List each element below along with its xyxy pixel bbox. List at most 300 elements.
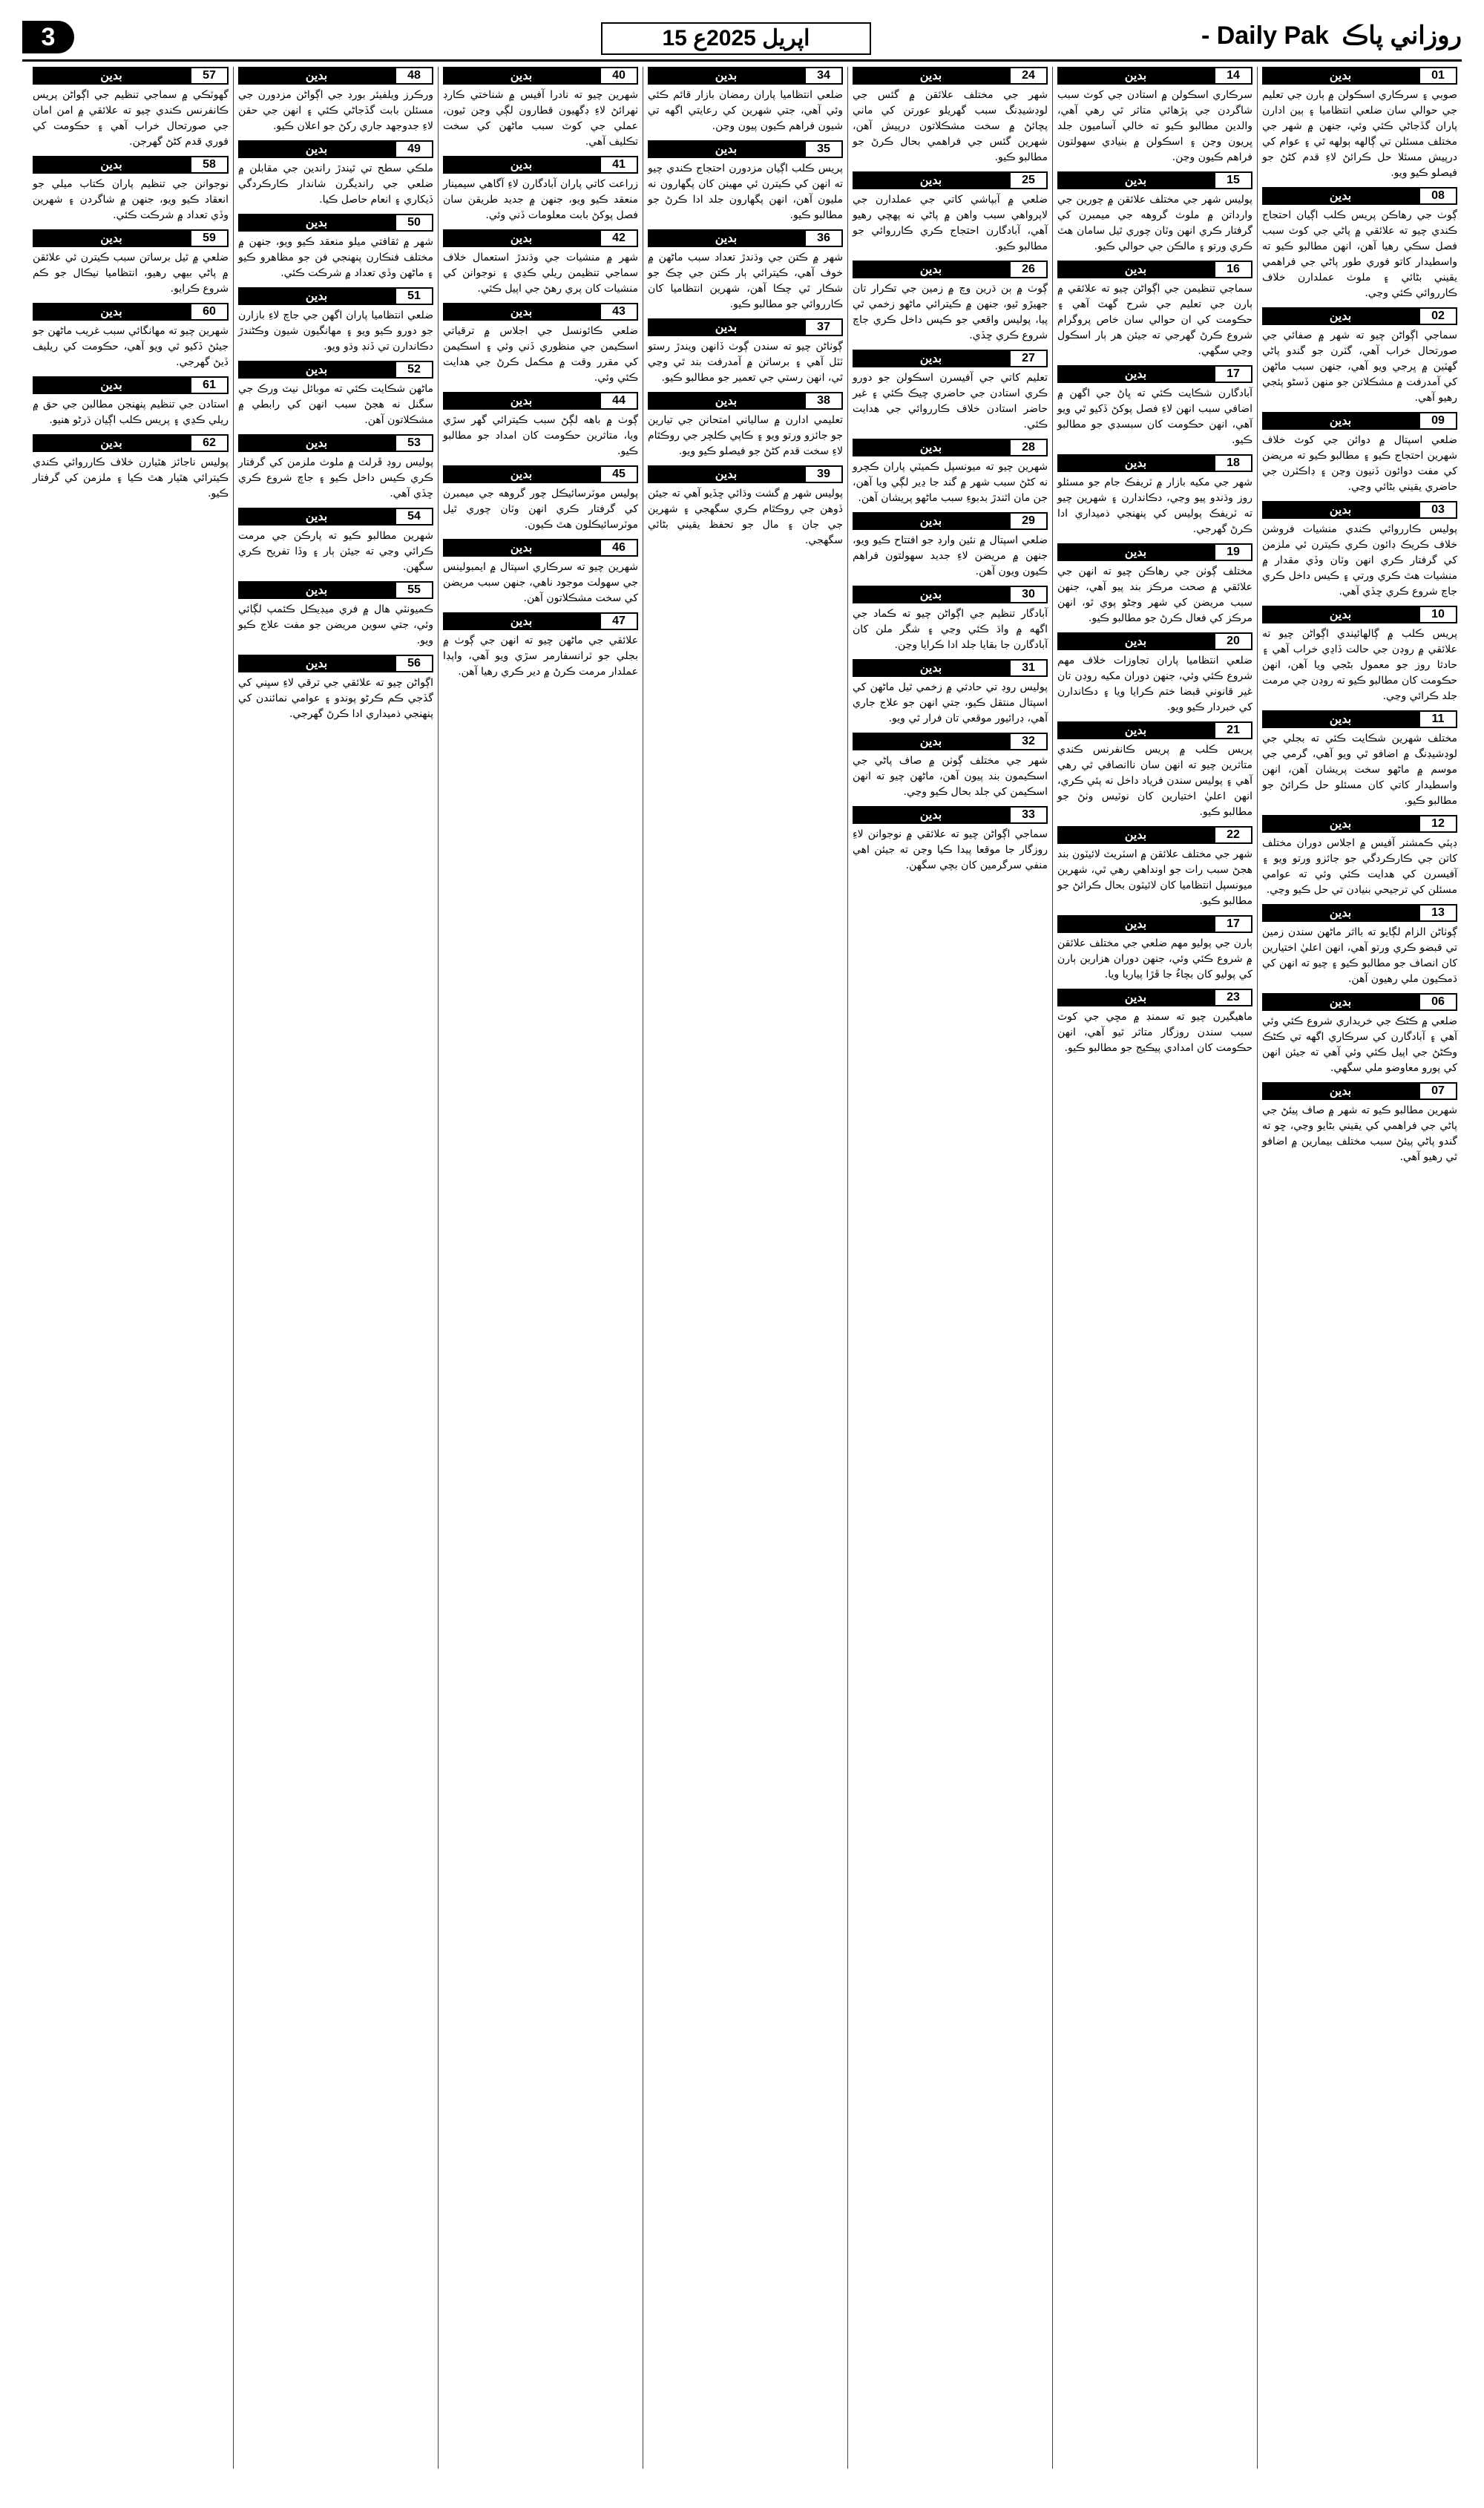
news-item	[33, 376, 229, 428]
news-item-number: 12	[1419, 815, 1457, 833]
news-item-number: 31	[1009, 659, 1048, 677]
news-item-location: بدين	[919, 353, 942, 365]
news-item-text: ٻارن جي پوليو مهم ضلعي جي مختلف علائقن ۾ شروع ڪئي وئي، جنهن دوران هزارين ٻارن کي پوليو کان بچاءُ جا ڦڙا پياريا ويا.	[1057, 937, 1252, 980]
news-item-number: 24	[1009, 67, 1048, 85]
news-item	[1262, 307, 1457, 406]
news-item-text: شهرين مطالبو ڪيو ته پارڪن جي مرمت ڪرائي وڃي ته جيئن ٻار ۽ وڏا تفريح ڪري سگهن.	[238, 530, 433, 573]
news-item-header	[1057, 67, 1252, 85]
news-item-text: شهرين چيو ته مهانگائي سبب غريب ماڻهن جو جيئڻ ڏکيو ٿي ويو آهي، حڪومت کي ريليف ڏيڻ گهرجي.	[33, 325, 229, 368]
news-item-number: 47	[600, 612, 638, 630]
news-item-text: پريس ڪلب ۾ ڳالهائيندي اڳواڻن چيو ته علائقي ۾ روڊن جي حالت ڏاڍي خراب آهي ۽ حادثا روز جو معمول بڻجي ويا آهن، انهن حڪومت کان مطالبو ڪيو ته روڊن جي مرمت جلد ڪرائي وڃي.	[1262, 628, 1457, 702]
news-item	[443, 156, 638, 223]
news-item-header	[1057, 454, 1252, 472]
news-item-location: بدين	[715, 70, 738, 82]
news-item-header	[853, 806, 1048, 824]
news-item	[238, 67, 433, 134]
news-item-text: ضلعي ۾ آبپاشي کاتي جي عملدارن جي لاپرواهي سبب واهن ۾ پاڻي نه پهچي رهيو آهي، آبادگارن احتجاج ڪري ڪارروائي جو مطالبو ڪيو.	[853, 194, 1048, 252]
news-item-header	[853, 659, 1048, 677]
news-item-location: بدين	[715, 468, 738, 481]
news-item-location: بدين	[1124, 829, 1147, 842]
news-item	[33, 229, 229, 297]
news-item	[33, 67, 229, 150]
news-item-location: بدين	[1124, 70, 1147, 82]
news-item	[1057, 989, 1252, 1056]
news-item-text: ماهيگيرن چيو ته سمنڊ ۾ مڇي جي کوٽ سبب سندن روزگار متاثر ٿيو آهي، انهن حڪومت کان امدادي پيڪيج جو مطالبو ڪيو.	[1057, 1011, 1252, 1054]
news-item-number: 53	[395, 434, 433, 452]
news-item-location: بدين	[1124, 546, 1147, 559]
news-item-header	[238, 581, 433, 599]
news-item-text: ضلعي ۾ ٿيل برساتن سبب ڪيترن ئي علائقن ۾ پاڻي بيهي رهيو، انتظاميا نيڪال جو ڪم شروع ڪرايو.	[33, 252, 229, 295]
news-item-number: 17	[1214, 365, 1252, 383]
news-item-text: مختلف ڳوٺن جي رهاڪن چيو ته انهن جي علائقي ۾ صحت مرڪز بند پيو آهي، جنهن سبب مريضن کي شهر وڃڻو پوي ٿو، انهن مرڪز کي فعال ڪرڻ جو مطالبو ڪيو.	[1057, 566, 1252, 624]
news-item-text: ضلعي ڪائونسل جي اجلاس ۾ ترقياتي اسڪيمن جي منظوري ڏني وئي ۽ اسڪيمن کي مقرر وقت ۾ مڪمل ڪرڻ جي هدايت ڪئي وئي.	[443, 325, 638, 384]
news-item-header	[238, 140, 433, 158]
news-item	[238, 581, 433, 649]
news-item-header	[238, 434, 433, 452]
brand-name-sindhi: روزاني پاڪ	[1342, 22, 1462, 50]
news-item-header	[1057, 261, 1252, 278]
news-item-header	[443, 465, 638, 483]
news-item-location: بدين	[1124, 174, 1147, 187]
news-item-number: 25	[1009, 171, 1048, 189]
news-item-number: 22	[1214, 826, 1252, 844]
news-item-number: 34	[804, 67, 843, 85]
masthead	[22, 19, 1462, 62]
news-item-location: بدين	[715, 143, 738, 156]
news-item	[1057, 67, 1252, 166]
news-item	[33, 303, 229, 370]
news-item	[853, 659, 1048, 727]
news-item-number: 44	[600, 392, 638, 410]
news-item-location: بدين	[100, 159, 122, 171]
news-item-text: شهر ۾ ڪتن جي وڌندڙ تعداد سبب ماڻهن ۾ خوف آهي، ڪيترائي ٻار ڪتن جي چڪ جو شڪار ٿي چڪا آهن، شهرين انتظاميا کان ڪارروائي جو مطالبو ڪيو.	[648, 252, 843, 310]
news-item	[1057, 826, 1252, 909]
news-item-header	[33, 303, 229, 321]
news-item-number: 46	[600, 539, 638, 557]
news-item-number: 50	[395, 214, 433, 232]
news-item-location: بدين	[1124, 918, 1147, 931]
news-item-header	[238, 67, 433, 85]
news-item-number: 08	[1419, 187, 1457, 205]
news-item	[853, 512, 1048, 580]
news-item-location: بدين	[510, 542, 533, 554]
news-item	[853, 586, 1048, 653]
news-item-text: شهرين چيو ته نادرا آفيس ۾ شناختي ڪارڊ ٺهرائڻ لاءِ ڊگهيون قطارون لڳي وڃن ٿيون، عملي جي کوٽ سبب ماڻهن کي سخت تڪليف آهي.	[443, 89, 638, 148]
news-item-location: بدين	[510, 159, 533, 171]
news-item-location: بدين	[1124, 992, 1147, 1004]
news-column	[28, 67, 233, 2469]
news-item-header	[1057, 632, 1252, 650]
news-item-text: پوليس ناجائز هٿيارن خلاف ڪارروائي ڪندي ڪيترائي هٿيار هٿ ڪيا ۽ ملزمن کي گرفتار ڪيو.	[33, 456, 229, 500]
news-item-location: بدين	[715, 232, 738, 245]
news-item	[33, 156, 229, 223]
news-item-location: بدين	[919, 174, 942, 187]
news-item-location: بدين	[100, 379, 122, 392]
news-item-text: شهر جي مختلف ڳوٺن ۾ صاف پاڻي جي اسڪيمون بند پيون آهن، ماڻهن چيو ته انهن اسڪيمن کي جلد بحال ڪيو وڃي.	[853, 755, 1048, 798]
news-item-text: تعليمي ادارن ۾ سالياني امتحانن جي تيارين جو جائزو ورتو ويو ۽ ڪاپي ڪلچر جي روڪٿام لاءِ سخت قدم کڻڻ جو فيصلو ڪيو ويو.	[648, 414, 843, 457]
news-item-number: 17	[1214, 915, 1252, 933]
news-item	[1262, 904, 1457, 987]
news-item-number: 39	[804, 465, 843, 483]
news-item-number: 02	[1419, 307, 1457, 325]
news-item-text: ڊپٽي ڪمشنر آفيس ۾ اجلاس دوران مختلف کاتن جي ڪارڪردگي جو جائزو ورتو ويو ۽ آفيسرن کي هدايت ڪئي وئي ته عوامي مسئلن کي ترجيحي بنيادن تي حل ڪيو وڃي.	[1262, 837, 1457, 896]
news-item-text: سماجي اڳواڻن چيو ته شهر ۾ صفائي جي صورتحال خراب آهي، گٽرن جو گندو پاڻي گهٽين ۾ ڀرجي ويو آهي، جنهن سبب ماڻهن کي آمدرفت ۾ مشڪلاتن جو منهن ڏسڻو پئجي رهيو آهي.	[1262, 330, 1457, 404]
news-item-location: بدين	[100, 232, 122, 245]
news-item	[443, 539, 638, 606]
news-item-header	[443, 392, 638, 410]
news-item	[1057, 454, 1252, 537]
news-item-number: 15	[1214, 171, 1252, 189]
news-item-location: بدين	[1329, 907, 1352, 920]
news-item-header	[1262, 67, 1457, 85]
news-item-text: ڳوٺ ۾ ٻن ڌرين وچ ۾ زمين جي تڪرار تان جهيڙو ٿيو، جنهن ۾ ڪيترائي ماڻهو زخمي ٿي پيا، پوليس واقعي جو ڪيس داخل ڪري جاچ شروع ڪري ڇڏي.	[853, 283, 1048, 341]
news-item-location: بدين	[919, 809, 942, 822]
news-item-number: 03	[1419, 501, 1457, 519]
news-item-location: بدين	[305, 437, 328, 450]
news-item-header	[443, 612, 638, 630]
news-item-location: بدين	[1329, 310, 1352, 323]
news-item	[1262, 815, 1457, 898]
news-item-location: بدين	[305, 511, 328, 523]
news-item-header	[1057, 915, 1252, 933]
news-item-text: ضلعي اسپتال ۾ نئين وارڊ جو افتتاح ڪيو ويو، جنهن ۾ مريضن لاءِ جديد سهولتون فراهم ڪيون ويون آهن.	[853, 534, 1048, 577]
news-item	[1262, 412, 1457, 495]
news-item-header	[238, 655, 433, 672]
news-item-header	[33, 156, 229, 174]
news-item-header	[1262, 501, 1457, 519]
news-item	[1057, 915, 1252, 983]
news-item-header	[443, 539, 638, 557]
news-item-number: 58	[190, 156, 229, 174]
news-item-header	[648, 229, 843, 247]
news-item	[648, 229, 843, 312]
news-item-number: 60	[190, 303, 229, 321]
news-item-location: بدين	[919, 662, 942, 675]
news-item-header	[853, 261, 1048, 278]
news-item-text: سماجي اڳواڻن چيو ته علائقي ۾ نوجوانن لاءِ روزگار جا موقعا پيدا ڪيا وڃن ته جيئن اهي منفي سرگرمين کان بچي سگهن.	[853, 828, 1048, 871]
news-item	[648, 140, 843, 223]
news-item-location: بدين	[1124, 457, 1147, 470]
news-item	[1262, 187, 1457, 301]
news-item-location: بدين	[715, 321, 738, 334]
news-item-text: شهر ۾ منشيات جي وڌندڙ استعمال خلاف سماجي تنظيمن ريلي ڪڍي ۽ نوجوانن کي منشيات کان پري رهڻ جي اپيل ڪئي.	[443, 252, 638, 295]
news-item-header	[853, 439, 1048, 456]
news-item-header	[33, 67, 229, 85]
news-item-number: 14	[1214, 67, 1252, 85]
news-item	[238, 361, 433, 428]
news-item-location: بدين	[510, 468, 533, 481]
news-item-text: شهر جي مختلف علائقن ۾ گئس جي لوڊشيڊنگ سبب گهريلو عورتن کي ماني پچائڻ ۾ سخت مشڪلاتون درپيش آهن، شهرين گئس جي فراهمي بحال ڪرڻ جو مطالبو ڪيو.	[853, 89, 1048, 163]
news-item-header	[648, 465, 843, 483]
news-item-number: 33	[1009, 806, 1048, 824]
news-item-text: ضلعي اسپتال ۾ دوائن جي کوٽ خلاف شهرين احتجاج ڪيو ۽ مطالبو ڪيو ته مريضن کي مفت دوائون ڏنيون وڃن ۽ ڊاڪٽرن جي حاضري يقيني بڻائي وڃي.	[1262, 434, 1457, 493]
news-item-location: بدين	[1329, 70, 1352, 82]
news-item	[853, 439, 1048, 506]
news-item-text: سماجي تنظيمن جي اڳواڻن چيو ته علائقي ۾ ٻارن جي تعليم جي شرح گهٽ آهي ۽ حڪومت کي ان حوالي سان خاص پروگرام شروع ڪرڻ گهرجي ته جيئن هر ٻار اسڪول وڃي سگهي.	[1057, 283, 1252, 357]
news-item-header	[853, 512, 1048, 530]
news-item-header	[1057, 826, 1252, 844]
news-item-location: بدين	[1124, 635, 1147, 648]
news-item-number: 38	[804, 392, 843, 410]
news-item-header	[853, 586, 1048, 603]
news-item-location: بدين	[510, 395, 533, 407]
news-item-number: 27	[1009, 350, 1048, 367]
news-item-location: بدين	[1329, 818, 1352, 831]
news-item	[238, 287, 433, 355]
news-item-header	[853, 350, 1048, 367]
news-item-location: بدين	[715, 395, 738, 407]
news-item-text: پوليس شهر ۾ گشت وڌائي ڇڏيو آهي ته جيئن ڏوهن جي روڪٿام ڪري سگهجي ۽ شهرين جي جان ۽ مال جو تحفظ يقيني بڻائي سگهجي.	[648, 488, 843, 546]
news-item	[1262, 501, 1457, 600]
news-columns	[22, 67, 1462, 2469]
news-item	[853, 261, 1048, 344]
news-item-location: بدين	[919, 589, 942, 601]
news-item	[238, 508, 433, 575]
news-item-location: بدين	[1329, 713, 1352, 726]
news-item-number: 57	[190, 67, 229, 85]
news-item-header	[1262, 710, 1457, 728]
news-item	[1057, 543, 1252, 626]
news-column	[233, 67, 438, 2469]
news-item	[853, 350, 1048, 433]
news-item	[443, 612, 638, 680]
news-item-location: بدين	[510, 232, 533, 245]
news-item-number: 01	[1419, 67, 1457, 85]
news-item-location: بدين	[100, 437, 122, 450]
news-item-text: شهر جي مختلف علائقن ۾ اسٽريٽ لائيٽون بند هجڻ سبب رات جو اونداهي رهي ٿي، شهرين ميونسپل انتظاميا کان لائيٽون بحال ڪرائڻ جو مطالبو ڪيو.	[1057, 848, 1252, 907]
news-item	[648, 465, 843, 549]
news-column	[438, 67, 643, 2469]
news-column	[643, 67, 847, 2469]
news-item	[33, 434, 229, 502]
news-item-number: 40	[600, 67, 638, 85]
news-item-header	[853, 733, 1048, 750]
news-item-location: بدين	[1124, 724, 1147, 737]
news-item-text: پوليس روڊ ڦرلٽ ۾ ملوث ملزمن کي گرفتار ڪري ڪيس داخل ڪيو ۽ جاچ شروع ڪري ڇڏي آهي.	[238, 456, 433, 500]
news-item-text: استادن جي تنظيم پنهنجن مطالبن جي حق ۾ ريلي ڪڍي ۽ پريس ڪلب اڳيان ڌرڻو هنيو.	[33, 399, 229, 426]
news-item-text: ڳوٺاڻن چيو ته سندن ڳوٺ ڏانهن ويندڙ رستو ٽٽل آهي ۽ برساتن ۾ آمدرفت بند ٿي وڃي ٿي، انهن رستي جي تعمير جو مطالبو ڪيو.	[648, 341, 843, 384]
news-item-number: 19	[1214, 543, 1252, 561]
news-item	[443, 465, 638, 533]
news-item-text: شهرين چيو ته ميونسپل ڪميٽي پاران ڪچرو نه کڻڻ سبب شهر ۾ گند جا ڍير لڳي ويا آهن، جن مان اٿندڙ بدبوءِ سبب ماڻهو پريشان آهن.	[853, 461, 1048, 504]
news-item-text: پريس ڪلب اڳيان مزدورن احتجاج ڪندي چيو ته انهن کي ڪيترن ئي مهينن کان پگهارون نه مليون آهن، انهن پگهارون جلد ادا ڪرڻ جو مطالبو ڪيو.	[648, 163, 843, 221]
news-item-location: بدين	[919, 70, 942, 82]
news-item-location: بدين	[1124, 263, 1147, 276]
news-item	[443, 229, 638, 297]
news-item-number: 54	[395, 508, 433, 525]
news-item-number: 28	[1009, 439, 1048, 456]
news-item-location: بدين	[305, 143, 328, 156]
news-item-number: 42	[600, 229, 638, 247]
news-item-header	[1262, 606, 1457, 623]
news-item-location: بدين	[305, 290, 328, 303]
news-item	[853, 67, 1048, 166]
news-item-number: 30	[1009, 586, 1048, 603]
news-item-text: صوبي ۽ سرڪاري اسڪولن ۾ ٻارن جي تعليم جي حوالي سان ضلعي انتظاميا ۽ ٻين ادارن پاران گڏجاڻي ڪئي وئي، جنهن ۾ شهر جي مختلف مسئلن تي ڳالهه ٻولهه ٿي ۽ عوام کي درپيش مسئلا حل ڪرائڻ لاءِ قدم کڻڻ جو فيصلو ڪيو ويو.	[1262, 89, 1457, 179]
news-item-text: تعليم کاتي جي آفيسرن اسڪولن جو دورو ڪري استادن جي حاضري چيڪ ڪئي ۽ غير حاضر استادن خلاف ڪارروائي جي هدايت ڪئي.	[853, 372, 1048, 430]
news-item-text: ڳوٺ جي رهاڪن پريس ڪلب اڳيان احتجاج ڪندي چيو ته علائقي ۾ پاڻي جي کوٽ سبب فصل سڪي رهيا آهن، انهن مطالبو ڪيو ته واسطيدار کاتو فوري طور پاڻي جي فراهمي يقيني بڻائي ۽ ملوث عملدارن خلاف ڪارروائي ڪئي وڃي.	[1262, 209, 1457, 299]
news-item	[648, 318, 843, 386]
news-item-number: 43	[600, 303, 638, 321]
news-item	[648, 392, 843, 459]
news-item	[1057, 721, 1252, 820]
news-item-header	[853, 171, 1048, 189]
news-item-location: بدين	[1124, 368, 1147, 381]
news-item-number: 06	[1419, 993, 1457, 1011]
news-item-number: 09	[1419, 412, 1457, 430]
news-item	[1057, 365, 1252, 448]
news-item	[1262, 993, 1457, 1076]
news-item-number: 13	[1419, 904, 1457, 922]
news-item	[1057, 171, 1252, 255]
news-item-location: بدين	[510, 615, 533, 628]
news-item	[853, 806, 1048, 874]
news-item-location: بدين	[305, 70, 328, 82]
news-item-header	[1262, 904, 1457, 922]
news-item-number: 20	[1214, 632, 1252, 650]
news-item-location: بدين	[305, 364, 328, 376]
news-item-text: شهرين مطالبو ڪيو ته شهر ۾ صاف پيئڻ جي پاڻي جي فراهمي کي يقيني بڻايو وڃي، ڇو ته گندو پاڻي پيئڻ سبب مختلف بيمارين ۾ اضافو ٿي رهيو آهي.	[1262, 1104, 1457, 1163]
news-item-header	[33, 434, 229, 452]
news-item-text: سرڪاري اسڪولن ۾ استادن جي کوٽ سبب شاگردن جي پڙهائي متاثر ٿي رهي آهي، والدين مطالبو ڪيو ته خالي آساميون جلد ڀريون وڃن ۽ اسڪولن ۾ بنيادي سهولتون فراهم ڪيون وڃن.	[1057, 89, 1252, 163]
news-item-header	[1057, 543, 1252, 561]
news-item-text: پوليس موٽرسائيڪل چور گروهه جي ميمبرن کي گرفتار ڪري انهن وٽان چوري ٿيل موٽرسائيڪلون هٿ ڪيون.	[443, 488, 638, 531]
news-item-number: 52	[395, 361, 433, 379]
news-item-number: 35	[804, 140, 843, 158]
news-item	[1057, 261, 1252, 359]
news-column	[1052, 67, 1257, 2469]
news-item-number: 32	[1009, 733, 1048, 750]
news-item-number: 45	[600, 465, 638, 483]
news-item-location: بدين	[919, 263, 942, 276]
news-item-number: 37	[804, 318, 843, 336]
news-item-number: 16	[1214, 261, 1252, 278]
news-item-header	[648, 392, 843, 410]
news-item	[648, 67, 843, 134]
news-item-number: 51	[395, 287, 433, 305]
news-item-number: 21	[1214, 721, 1252, 739]
news-item	[238, 140, 433, 208]
news-item-number: 36	[804, 229, 843, 247]
news-item-text: پوليس ڪارروائي ڪندي منشيات فروشن خلاف ڪريڪ ڊائون ڪري ڪيترن ئي ملزمن کي گرفتار ڪري انهن وٽان وڏي مقدار ۾ منشيات هٿ ڪري ورتي ۽ ڪيس داخل ڪري جاچ شروع ڪري ڇڏي آهي.	[1262, 523, 1457, 597]
issue-date: 15 اپریل 2025ع	[601, 22, 871, 55]
news-item-header	[1262, 993, 1457, 1011]
news-item-header	[33, 376, 229, 394]
news-item-header	[648, 67, 843, 85]
news-item-number: 61	[190, 376, 229, 394]
news-item	[853, 733, 1048, 800]
page-number: 3	[22, 21, 74, 53]
news-item-text: ڳوٺاڻن الزام لڳايو ته بااثر ماڻهن سندن زمين تي قبضو ڪري ورتو آهي، انهن اعليٰ اختيارين کان انصاف جو مطالبو ڪيو ۽ چيو ته انهن کي ڌمڪيون ملي رهيون آهن.	[1262, 926, 1457, 985]
news-item	[443, 67, 638, 150]
news-item-text: پريس ڪلب ۾ پريس ڪانفرنس ڪندي متاثرين چيو ته انهن سان ناانصافي ٿي رهي آهي ۽ پوليس سندن فرياد داخل نه پئي ڪري، انهن اعليٰ اختيارين کان نوٽيس وٺڻ جو مطالبو ڪيو.	[1057, 744, 1252, 818]
news-item-location: بدين	[1329, 1085, 1352, 1098]
news-item-text: گهوٽڪي ۾ سماجي تنظيم جي اڳواڻن پريس ڪانفرنس ڪندي چيو ته علائقي ۾ امن امان جي صورتحال خراب آهي ۽ حڪومت کي فوري قدم کڻڻ گهرجن.	[33, 89, 229, 148]
news-item-header	[443, 229, 638, 247]
news-item-header	[1262, 187, 1457, 205]
news-item-text: ڪميونٽي هال ۾ فري ميڊيڪل ڪئمپ لڳائي وئي، جتي سوين مريضن جو مفت علاج ڪيو ويو.	[238, 603, 433, 646]
news-item-header	[1057, 989, 1252, 1006]
news-item-number: 23	[1214, 989, 1252, 1006]
news-item-header	[1057, 721, 1252, 739]
news-item	[853, 171, 1048, 255]
news-item-text: ماڻهن شڪايت ڪئي ته موبائل نيٽ ورڪ جي سگنل نه هجڻ سبب انهن کي رابطي ۾ مشڪلاتون آهن.	[238, 383, 433, 426]
news-item	[1262, 1082, 1457, 1165]
news-item-location: بدين	[1329, 415, 1352, 428]
news-item-text: مختلف شهرين شڪايت ڪئي ته بجلي جي لوڊشيڊنگ ۾ اضافو ٿي ويو آهي، گرمي جي موسم ۾ ماڻهو سخت پريشان آهن، انهن واسطيدار کاتي کان مسئلو حل ڪرائڻ جو مطالبو ڪيو.	[1262, 733, 1457, 807]
news-item-header	[648, 140, 843, 158]
news-item-text: پوليس شهر جي مختلف علائقن ۾ چورين جي وارداتن ۾ ملوث گروهه جي ميمبرن کي گرفتار ڪري انهن وٽان چوري ٿيل سامان هٿ ڪري ورتو ۽ مالڪن جي حوالي ڪيو.	[1057, 194, 1252, 252]
news-item-text: ملڪي سطح تي ٿيندڙ راندين جي مقابلن ۾ ضلعي جي رانديگرن شاندار ڪارڪردگي ڏيکاري ۽ انعام حاصل ڪيا.	[238, 163, 433, 206]
news-item-location: بدين	[919, 515, 942, 528]
news-item	[1262, 67, 1457, 181]
news-item-text: شهر جي مکيه بازار ۾ ٽريفڪ جام جو مسئلو روز وڌندو پيو وڃي، دڪاندارن ۽ شهرين چيو ته ٽريفڪ پوليس کي پنهنجي ذميداري ادا ڪرڻ گهرجي.	[1057, 477, 1252, 535]
news-item-location: بدين	[1329, 996, 1352, 1009]
news-item-text: پوليس روڊ تي حادثي ۾ زخمي ٿيل ماڻهن کي اسپتال منتقل ڪيو، جتي انهن جو علاج جاري آهي، ڊرائيور موقعي تان فرار ٿي ويو.	[853, 681, 1048, 724]
news-item-text: شهر ۾ ثقافتي ميلو منعقد ڪيو ويو، جنهن ۾ مختلف فنڪارن پنهنجي فن جو مظاهرو ڪيو ۽ ماڻهن وڏي تعداد ۾ شرڪت ڪئي.	[238, 236, 433, 279]
news-item-header	[238, 508, 433, 525]
news-item	[1262, 710, 1457, 809]
news-item-location: بدين	[305, 658, 328, 670]
news-item	[238, 434, 433, 502]
news-item-header	[443, 67, 638, 85]
news-item-location: بدين	[1329, 609, 1352, 621]
news-item-location: بدين	[510, 306, 533, 318]
news-item-number: 29	[1009, 512, 1048, 530]
news-item-number: 41	[600, 156, 638, 174]
news-item-text: علائقي جي ماڻهن چيو ته انهن جي ڳوٺ ۾ بجلي جو ٽرانسفارمر سڙي ويو آهي، واپڊا عملدار مرمت ڪرڻ ۾ دير ڪري رهيا آهن.	[443, 635, 638, 678]
news-item-number: 56	[395, 655, 433, 672]
news-item	[443, 392, 638, 459]
news-item	[1262, 606, 1457, 704]
news-item-header	[1262, 307, 1457, 325]
news-item-number: 62	[190, 434, 229, 452]
news-item	[443, 303, 638, 386]
news-item-text: ضلعي ۾ ڪڻڪ جي خريداري شروع ڪئي وئي آهي ۽ آبادگارن کي سرڪاري اگهه تي ڪڻڪ وڪڻڻ جي اپيل ڪئي وئي آهي ته جيئن انهن کي پورو معاوضو ملي سگهي.	[1262, 1015, 1457, 1074]
news-item-header	[1262, 815, 1457, 833]
news-item-header	[1057, 171, 1252, 189]
news-item-text: ضلعي انتظاميا پاران تجاوزات خلاف مهم شروع ڪئي وئي، جنهن دوران مکيه روڊن تان غير قانوني قبضا ختم ڪرايا ويا ۽ دڪاندارن کي خبردار ڪيو ويو.	[1057, 655, 1252, 713]
news-column	[847, 67, 1052, 2469]
news-item-location: بدين	[919, 736, 942, 748]
news-item-number: 48	[395, 67, 433, 85]
news-item-text: آبادگارن شڪايت ڪئي ته ڀاڻ جي اگهن ۾ اضافي سبب انهن لاءِ فصل پوکڻ ڏکيو ٿي ويو آهي، انهن حڪومت کان سبسڊي جو مطالبو ڪيو.	[1057, 387, 1252, 446]
news-item-location: بدين	[305, 584, 328, 597]
news-item-location: بدين	[919, 442, 942, 454]
brand-name-latin: Daily Pak -	[1201, 22, 1329, 50]
news-item-location: بدين	[1329, 504, 1352, 517]
news-item-number: 55	[395, 581, 433, 599]
news-item-header	[1262, 1082, 1457, 1100]
news-item-location: بدين	[100, 70, 122, 82]
news-item-header	[443, 156, 638, 174]
news-item-header	[1262, 412, 1457, 430]
news-item-number: 10	[1419, 606, 1457, 623]
news-item-header	[648, 318, 843, 336]
news-item-text: ضلعي انتظاميا پاران رمضان بازار قائم ڪئي وئي آهي، جتي شهرين کي رعايتي اگهه تي شيون فراهم ڪيون پيون وڃن.	[648, 89, 843, 132]
news-item-text: اڳواڻن چيو ته علائقي جي ترقي لاءِ سڀني کي گڏجي ڪم ڪرڻو پوندو ۽ عوامي نمائندن کي پنهنجي ذميداري ادا ڪرڻ گهرجي.	[238, 677, 433, 720]
news-item-number: 11	[1419, 710, 1457, 728]
news-item	[1057, 632, 1252, 716]
news-item-text: ضلعي انتظاميا پاران اگهن جي جاچ لاءِ بازارن جو دورو ڪيو ويو ۽ مهانگيون شيون وڪڻندڙ دڪاندارن تي ڏنڊ وڌو ويو.	[238, 310, 433, 353]
news-item-text: نوجوانن جي تنظيم پاران ڪتاب ميلي جو انعقاد ڪيو ويو، جنهن ۾ شاگردن ۽ شهرين وڏي تعداد ۾ شرڪت ڪئي.	[33, 178, 229, 221]
news-item-header	[443, 303, 638, 321]
news-item-location: بدين	[510, 70, 533, 82]
news-item-text: زراعت کاتي پاران آبادگارن لاءِ آگاهي سيمينار منعقد ڪيو ويو، جنهن ۾ جديد طريقن سان فصل پوکڻ بابت معلومات ڏني وئي.	[443, 178, 638, 221]
news-item-location: بدين	[305, 217, 328, 229]
news-item-header	[238, 287, 433, 305]
news-item-header	[33, 229, 229, 247]
